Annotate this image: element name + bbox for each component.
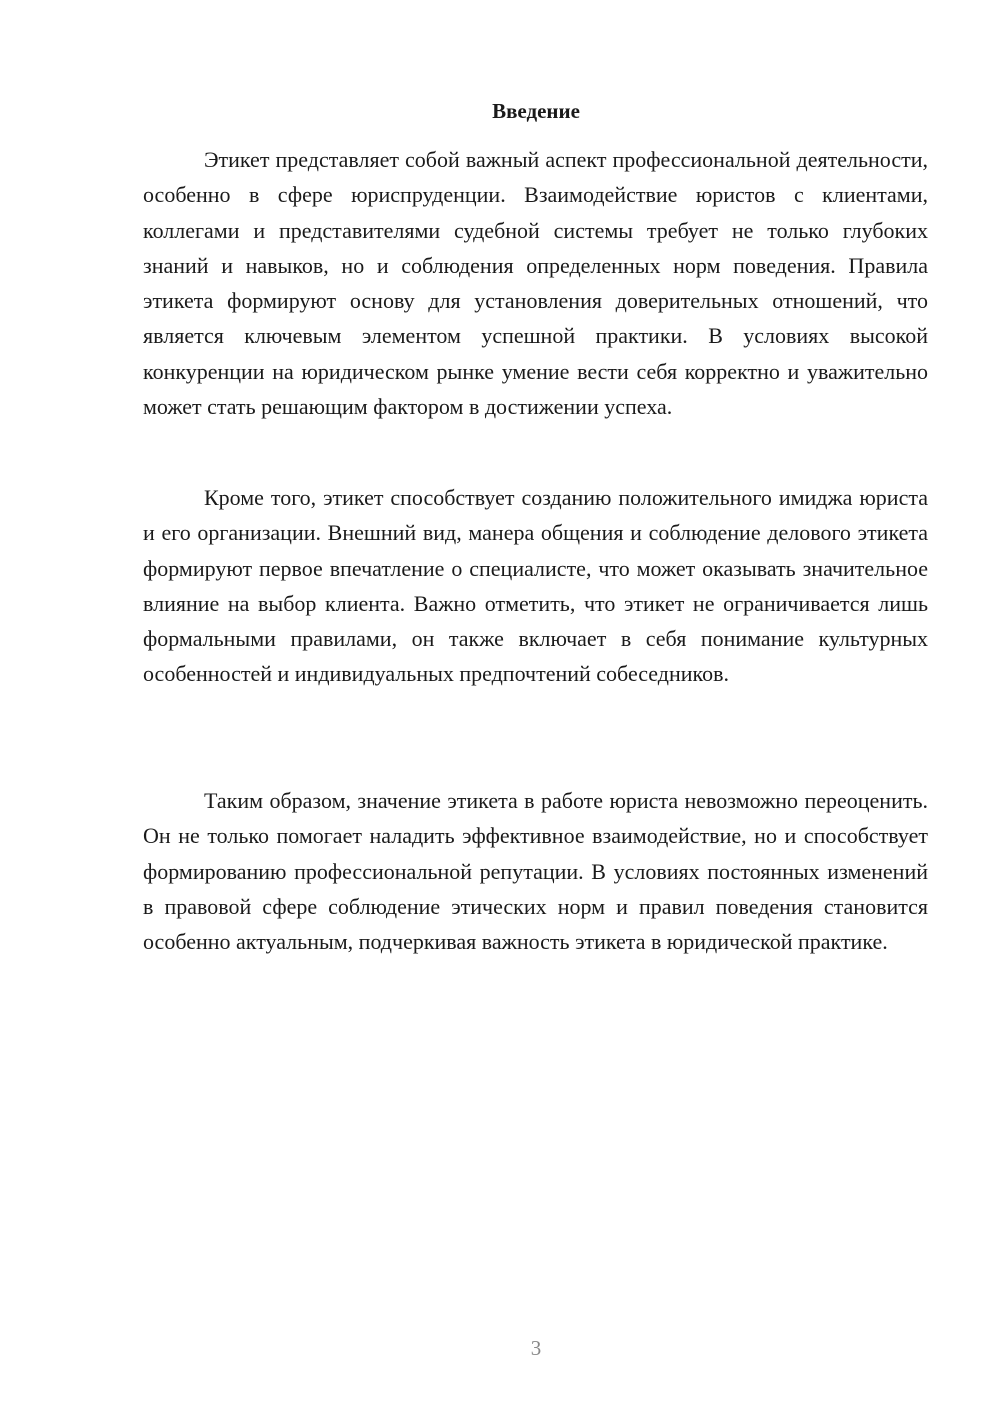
page-number: 3 bbox=[530, 1336, 542, 1360]
paragraph-1: Этикет представляет собой важный аспект профессиональной деятельности, особенно в сфере юриспруденции. Взаимодействие юристов с клиентами, коллегами и представителями судебной системы требует не только глубоких знаний и навыков, но и соблюдения определенных норм поведения. Правила этикета формируют основу для установления доверительных отношений, что является ключевым элементом успешной практики. В условиях высокой конкуренции на юридическом рынке умение вести себя корректно и уважительно может стать решающим фактором в достижении успеха. bbox=[143, 147, 928, 420]
paragraph-3: Таким образом, значение этикета в работе юриста невозможно переоценить. Он не только помогает наладить эффективное взаимодействие, но и способствует формированию профессиональной репутации. В условиях постоянных изменений в правовой сфере соблюдение этических норм и правил поведения становится особенно актуальным, подчеркивая важность этикета в юридической практике. bbox=[143, 788, 928, 955]
paragraph-2: Кроме того, этикет способствует созданию положительного имиджа юриста и его организации. Внешний вид, манера общения и соблюдение делового этикета формируют первое впечатление о специалисте, что может оказывать значительное влияние на выбор клиента. Важно отметить, что этикет не ограничивается лишь формальными правилами, он также включает в себя понимание культурных особенностей и индивидуальных предпочтений собеседников. bbox=[143, 485, 928, 687]
section-heading: Введение bbox=[492, 99, 580, 123]
